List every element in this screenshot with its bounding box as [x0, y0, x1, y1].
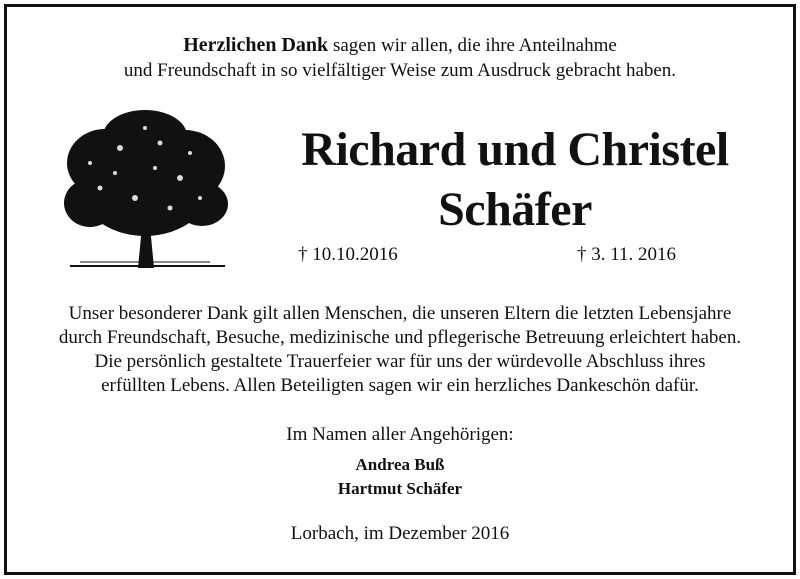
- signer-name: Hartmut Schäfer: [337, 479, 463, 498]
- death-date-christel: † 3. 11. 2016: [577, 244, 677, 265]
- thanks-paragraph: [0, 302, 800, 398]
- thanks-line: durch Freundschaft, Besuche, medizinische und pflegerische Betreuung erleichtert haben.: [58, 327, 742, 348]
- death-date-richard: † 10.10.2016: [298, 244, 398, 265]
- tree-icon: [60, 108, 230, 270]
- deceased-names: [250, 120, 780, 240]
- thanks-line: Die persönlich gestaltete Trauerfeier war für uns der würdevolle Abschluss ihres: [94, 351, 706, 372]
- intro-lead-rest: sagen wir allen, die ihre Anteilnahme: [328, 35, 617, 56]
- signer-name: Andrea Buß: [355, 455, 445, 474]
- place-date: Lorbach, im Dezember 2016: [290, 523, 510, 544]
- names-line-2: Schäfer: [438, 183, 592, 236]
- thanks-line: erfüllten Lebens. Allen Beteiligten sagen wir ein herzliches Dankeschön dafür.: [101, 375, 699, 396]
- signer-list: [0, 453, 800, 501]
- names-line-1: Richard und Christel: [301, 123, 729, 176]
- intro-text: [0, 33, 800, 83]
- thanks-line: Unser besonderer Dank gilt allen Menschen, die unseren Eltern die letzten Lebensjahre: [68, 303, 732, 324]
- intro-line-2: und Freundschaft in so vielfältiger Weise zum Ausdruck gebracht haben.: [123, 60, 677, 81]
- signature-intro: Im Namen aller Angehörigen:: [286, 424, 514, 445]
- intro-lead-bold: Herzlichen Dank: [183, 34, 329, 56]
